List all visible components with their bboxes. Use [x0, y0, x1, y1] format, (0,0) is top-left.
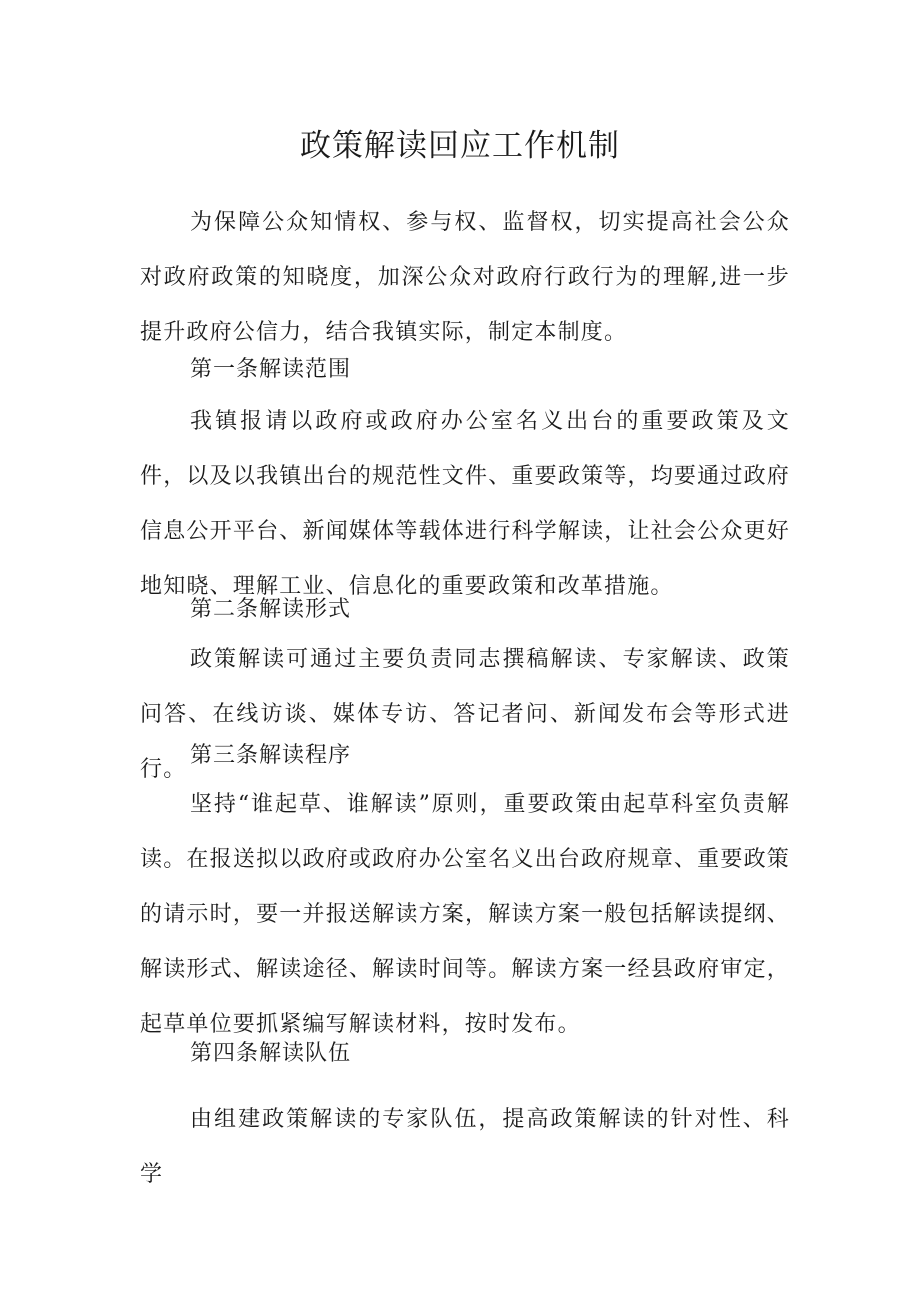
article-2-body: 政策解读可通过主要负责同志撰稿解读、专家解读、政策问答、在线访谈、媒体专访、答记者问、新闻发布会等形式进行。	[140, 647, 790, 782]
article-4-heading: 第四条解读队伍	[190, 1041, 352, 1066]
article-1-heading: 第一条解读范围	[190, 357, 352, 382]
article-4-body: 由组建政策解读的专家队伍，提高政策解读的针对性、科学	[140, 1107, 790, 1187]
document-title: 政策解读回应工作机制	[300, 128, 620, 164]
article-3-heading: 第三条解读程序	[190, 743, 352, 768]
article-3-body: 坚持“谁起草、谁解读”原则，重要政策由起草科室负责解读。在报送拟以政府或政府办公室名义出台政府规章、重要政策的请示时，要一并报送解读方案，解读方案一般包括解读提纲、解读形式、解读途径、解读时间等。解读方案一经县政府审定，起草单位要抓紧编写解读材料，按时发布。	[140, 792, 790, 1037]
article-2-heading: 第二条解读形式	[190, 597, 352, 622]
intro-paragraph: 为保障公众知情权、参与权、监督权，切实提高社会公众对政府政策的知晓度，加深公众对政府行政行为的理解,进一步提升政府公信力，结合我镇实际，制定本制度。	[140, 210, 790, 345]
article-1-body: 我镇报请以政府或政府办公室名义出台的重要政策及文件，以及以我镇出台的规范性文件、重要政策等，均要通过政府信息公开平台、新闻媒体等载体进行科学解读，让社会公众更好地知晓、理解工业、信息化的重要政策和改革措施。	[140, 409, 790, 599]
